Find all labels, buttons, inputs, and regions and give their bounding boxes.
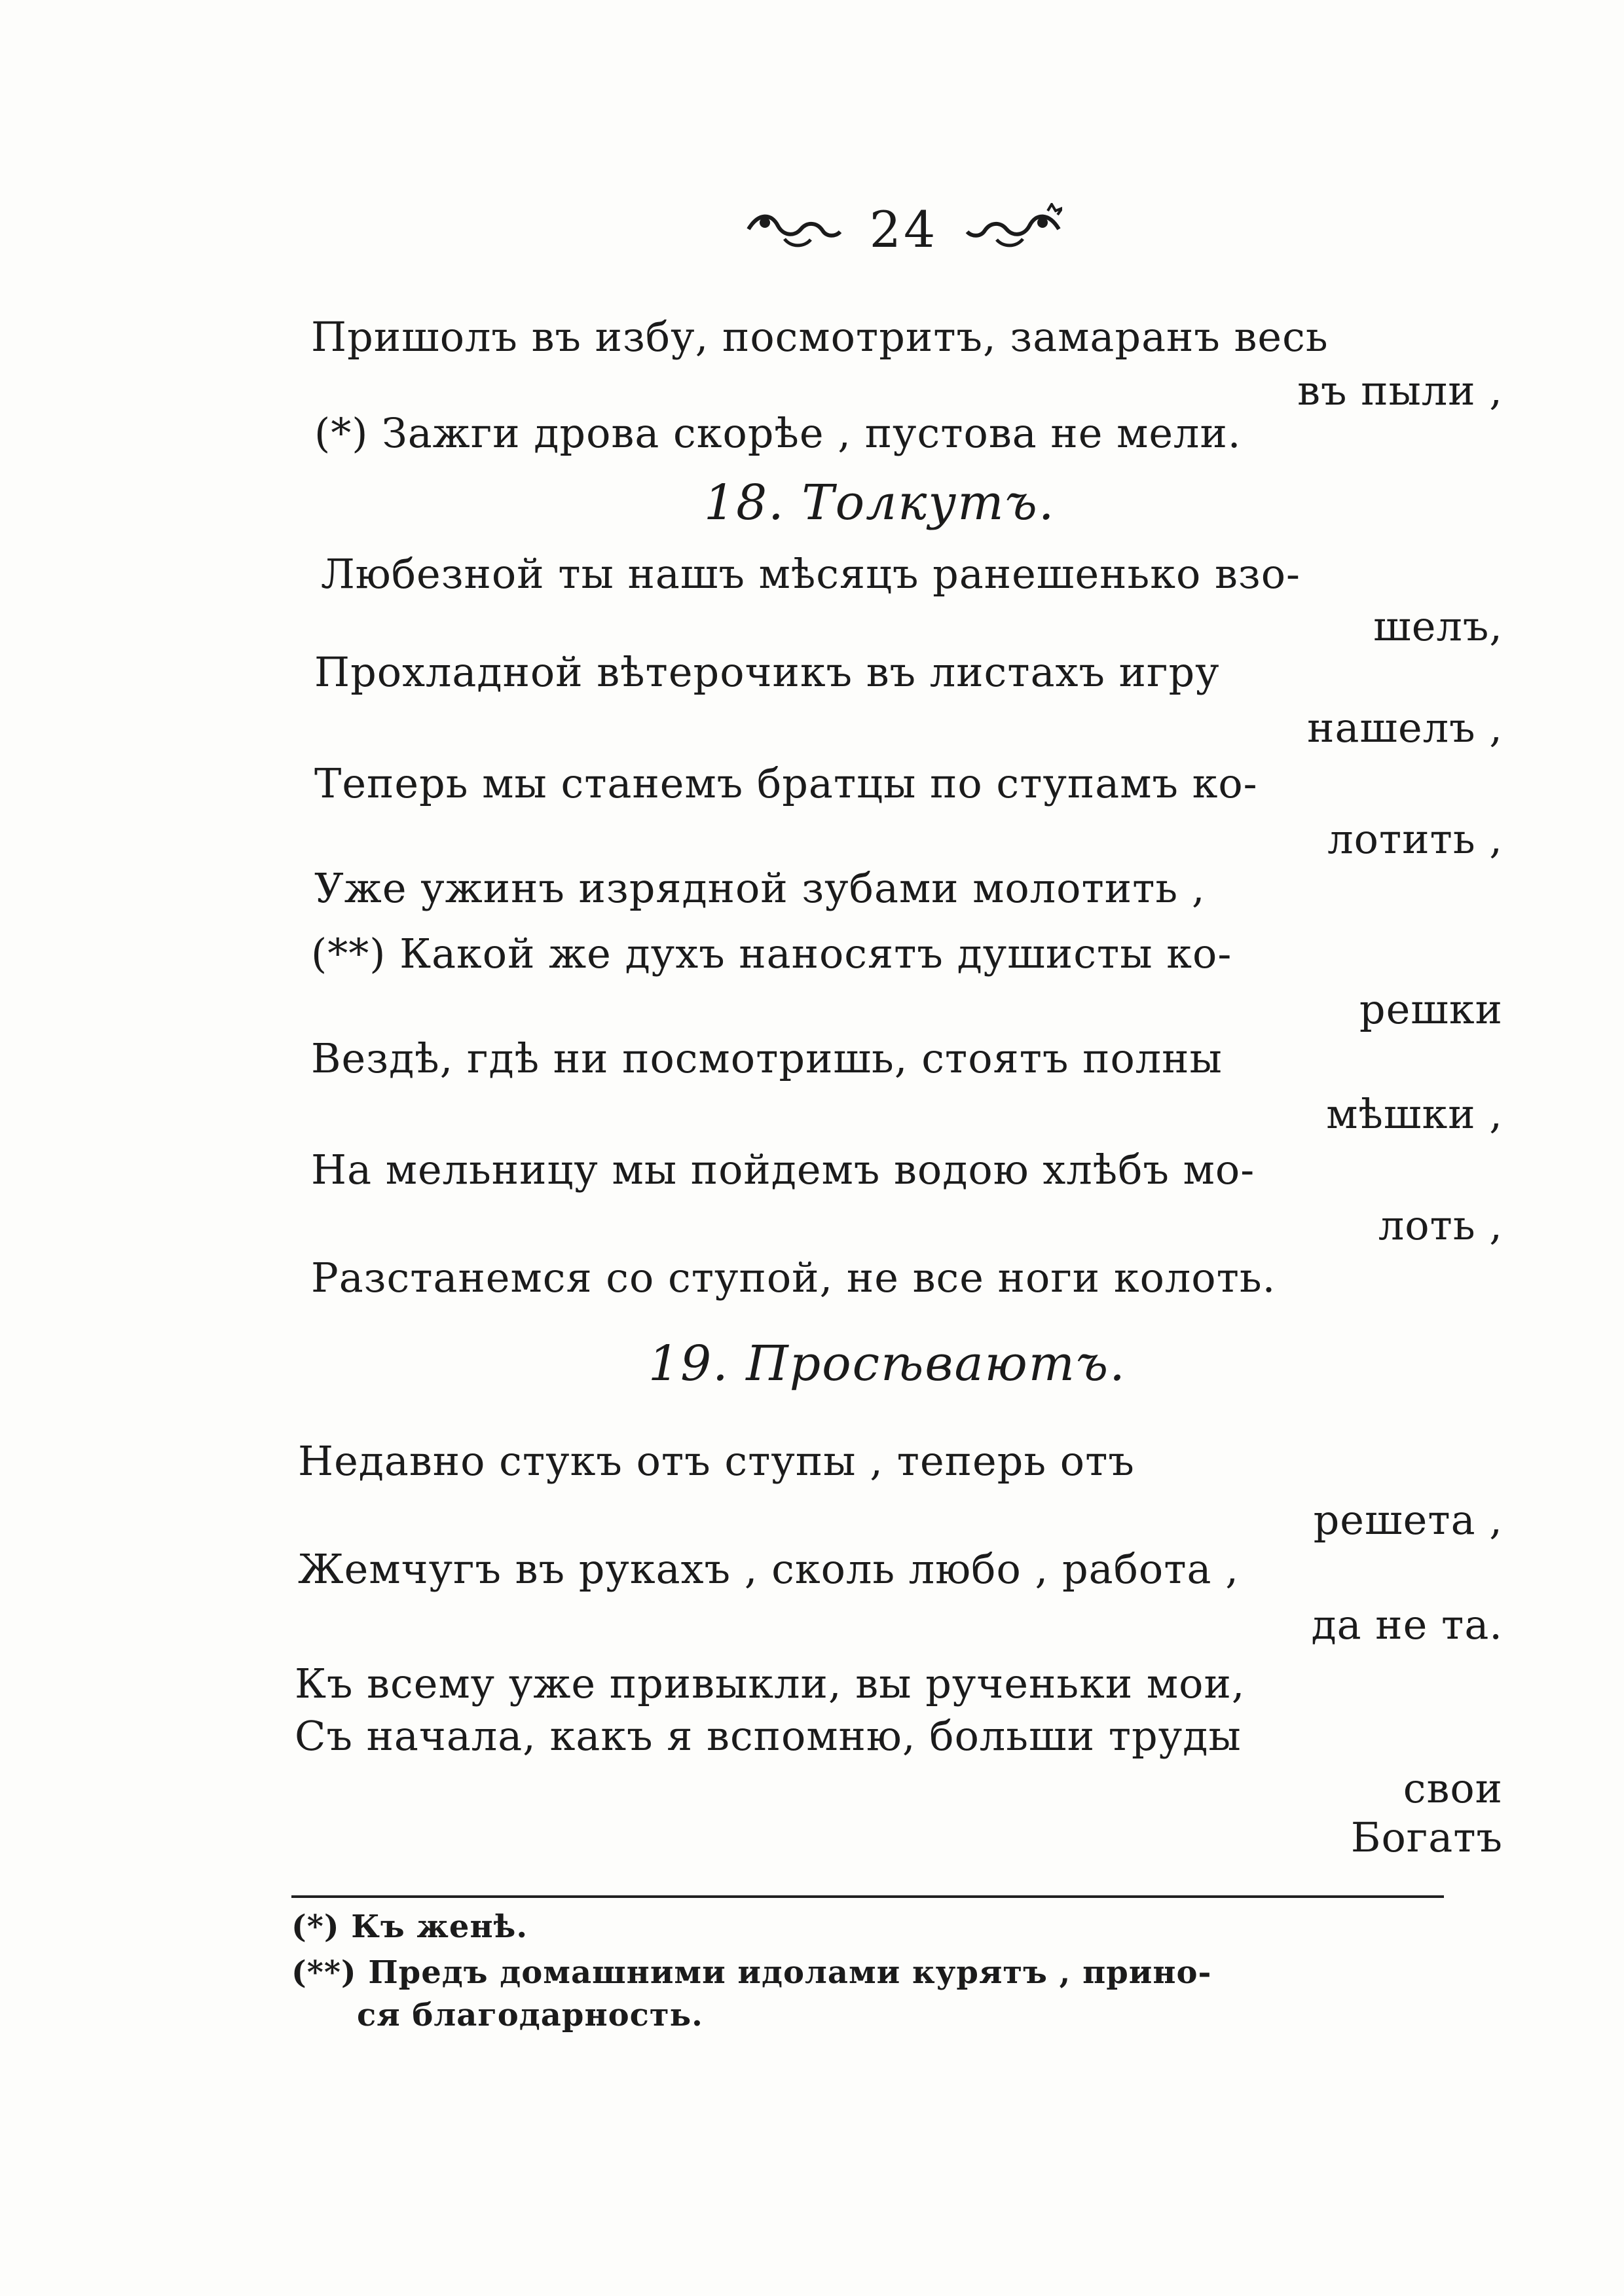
left-ornament-icon xyxy=(745,203,843,255)
verse-line: Любезной ты нашъ мѣсяцъ ранешенько взо- xyxy=(321,550,1301,598)
verse-line: Вездѣ, гдѣ ни посмотришь, стоятъ полны xyxy=(311,1034,1223,1082)
verse-line: (**) Какой же духъ наносятъ душисты ко- xyxy=(311,930,1232,977)
verse-line-continuation: нашелъ , xyxy=(1307,704,1503,752)
verse-line: Разстанемся со ступой, не все ноги колоть. xyxy=(311,1254,1276,1302)
verse-line-continuation: мѣшки , xyxy=(1326,1090,1503,1138)
footnote: (*) Къ женѣ. xyxy=(291,1908,528,1945)
catchword: Богатъ xyxy=(1350,1813,1503,1861)
footnote-continuation: ся благодарность. xyxy=(357,1997,703,2033)
verse-line: Жемчугъ въ рукахъ , сколь любо , работа , xyxy=(298,1545,1239,1593)
verse-line-continuation: решки xyxy=(1359,985,1503,1033)
page-header xyxy=(707,187,1100,272)
right-ornament-icon xyxy=(964,203,1062,255)
verse-line-continuation: лотить , xyxy=(1327,815,1503,863)
footnote-divider xyxy=(291,1895,1444,1898)
verse-line-continuation: решета , xyxy=(1313,1496,1503,1544)
section-heading: 18. Толкутъ. xyxy=(704,475,1056,531)
verse-line: Теперь мы станемъ братцы по ступамъ ко- xyxy=(314,759,1258,807)
verse-line: Съ начала, какъ я вспомню, больши труды xyxy=(295,1712,1242,1760)
page-number: 24 xyxy=(869,200,938,259)
verse-line: На мельницу мы пойдемъ водою хлѣбъ мо- xyxy=(311,1146,1255,1194)
verse-line: Къ всему уже привыкли, вы рученьки мои, xyxy=(295,1660,1246,1707)
verse-line-continuation: лоть , xyxy=(1378,1201,1503,1249)
footnote: (**) Предъ домашними идолами курятъ , прино- xyxy=(291,1954,1212,1991)
verse-line-continuation: въ пыли , xyxy=(1297,367,1503,414)
verse-line-continuation: шелъ, xyxy=(1373,602,1503,650)
verse-line-continuation: да не та. xyxy=(1311,1601,1503,1649)
verse-line-continuation: свои xyxy=(1403,1764,1503,1812)
verse-line: (*) Зажги дрова скорѣе , пустова не мели. xyxy=(314,409,1242,457)
verse-line: Пришолъ въ избу, посмотритъ, замаранъ весь xyxy=(311,313,1329,361)
verse-line: Прохладной вѣтерочикъ въ листахъ игру xyxy=(314,648,1220,696)
section-heading: 19. Просѣваютъ. xyxy=(648,1336,1126,1392)
verse-line: Уже ужинъ изрядной зубами молотить , xyxy=(314,864,1206,912)
verse-line: Недавно стукъ отъ ступы , теперь отъ xyxy=(298,1437,1135,1485)
